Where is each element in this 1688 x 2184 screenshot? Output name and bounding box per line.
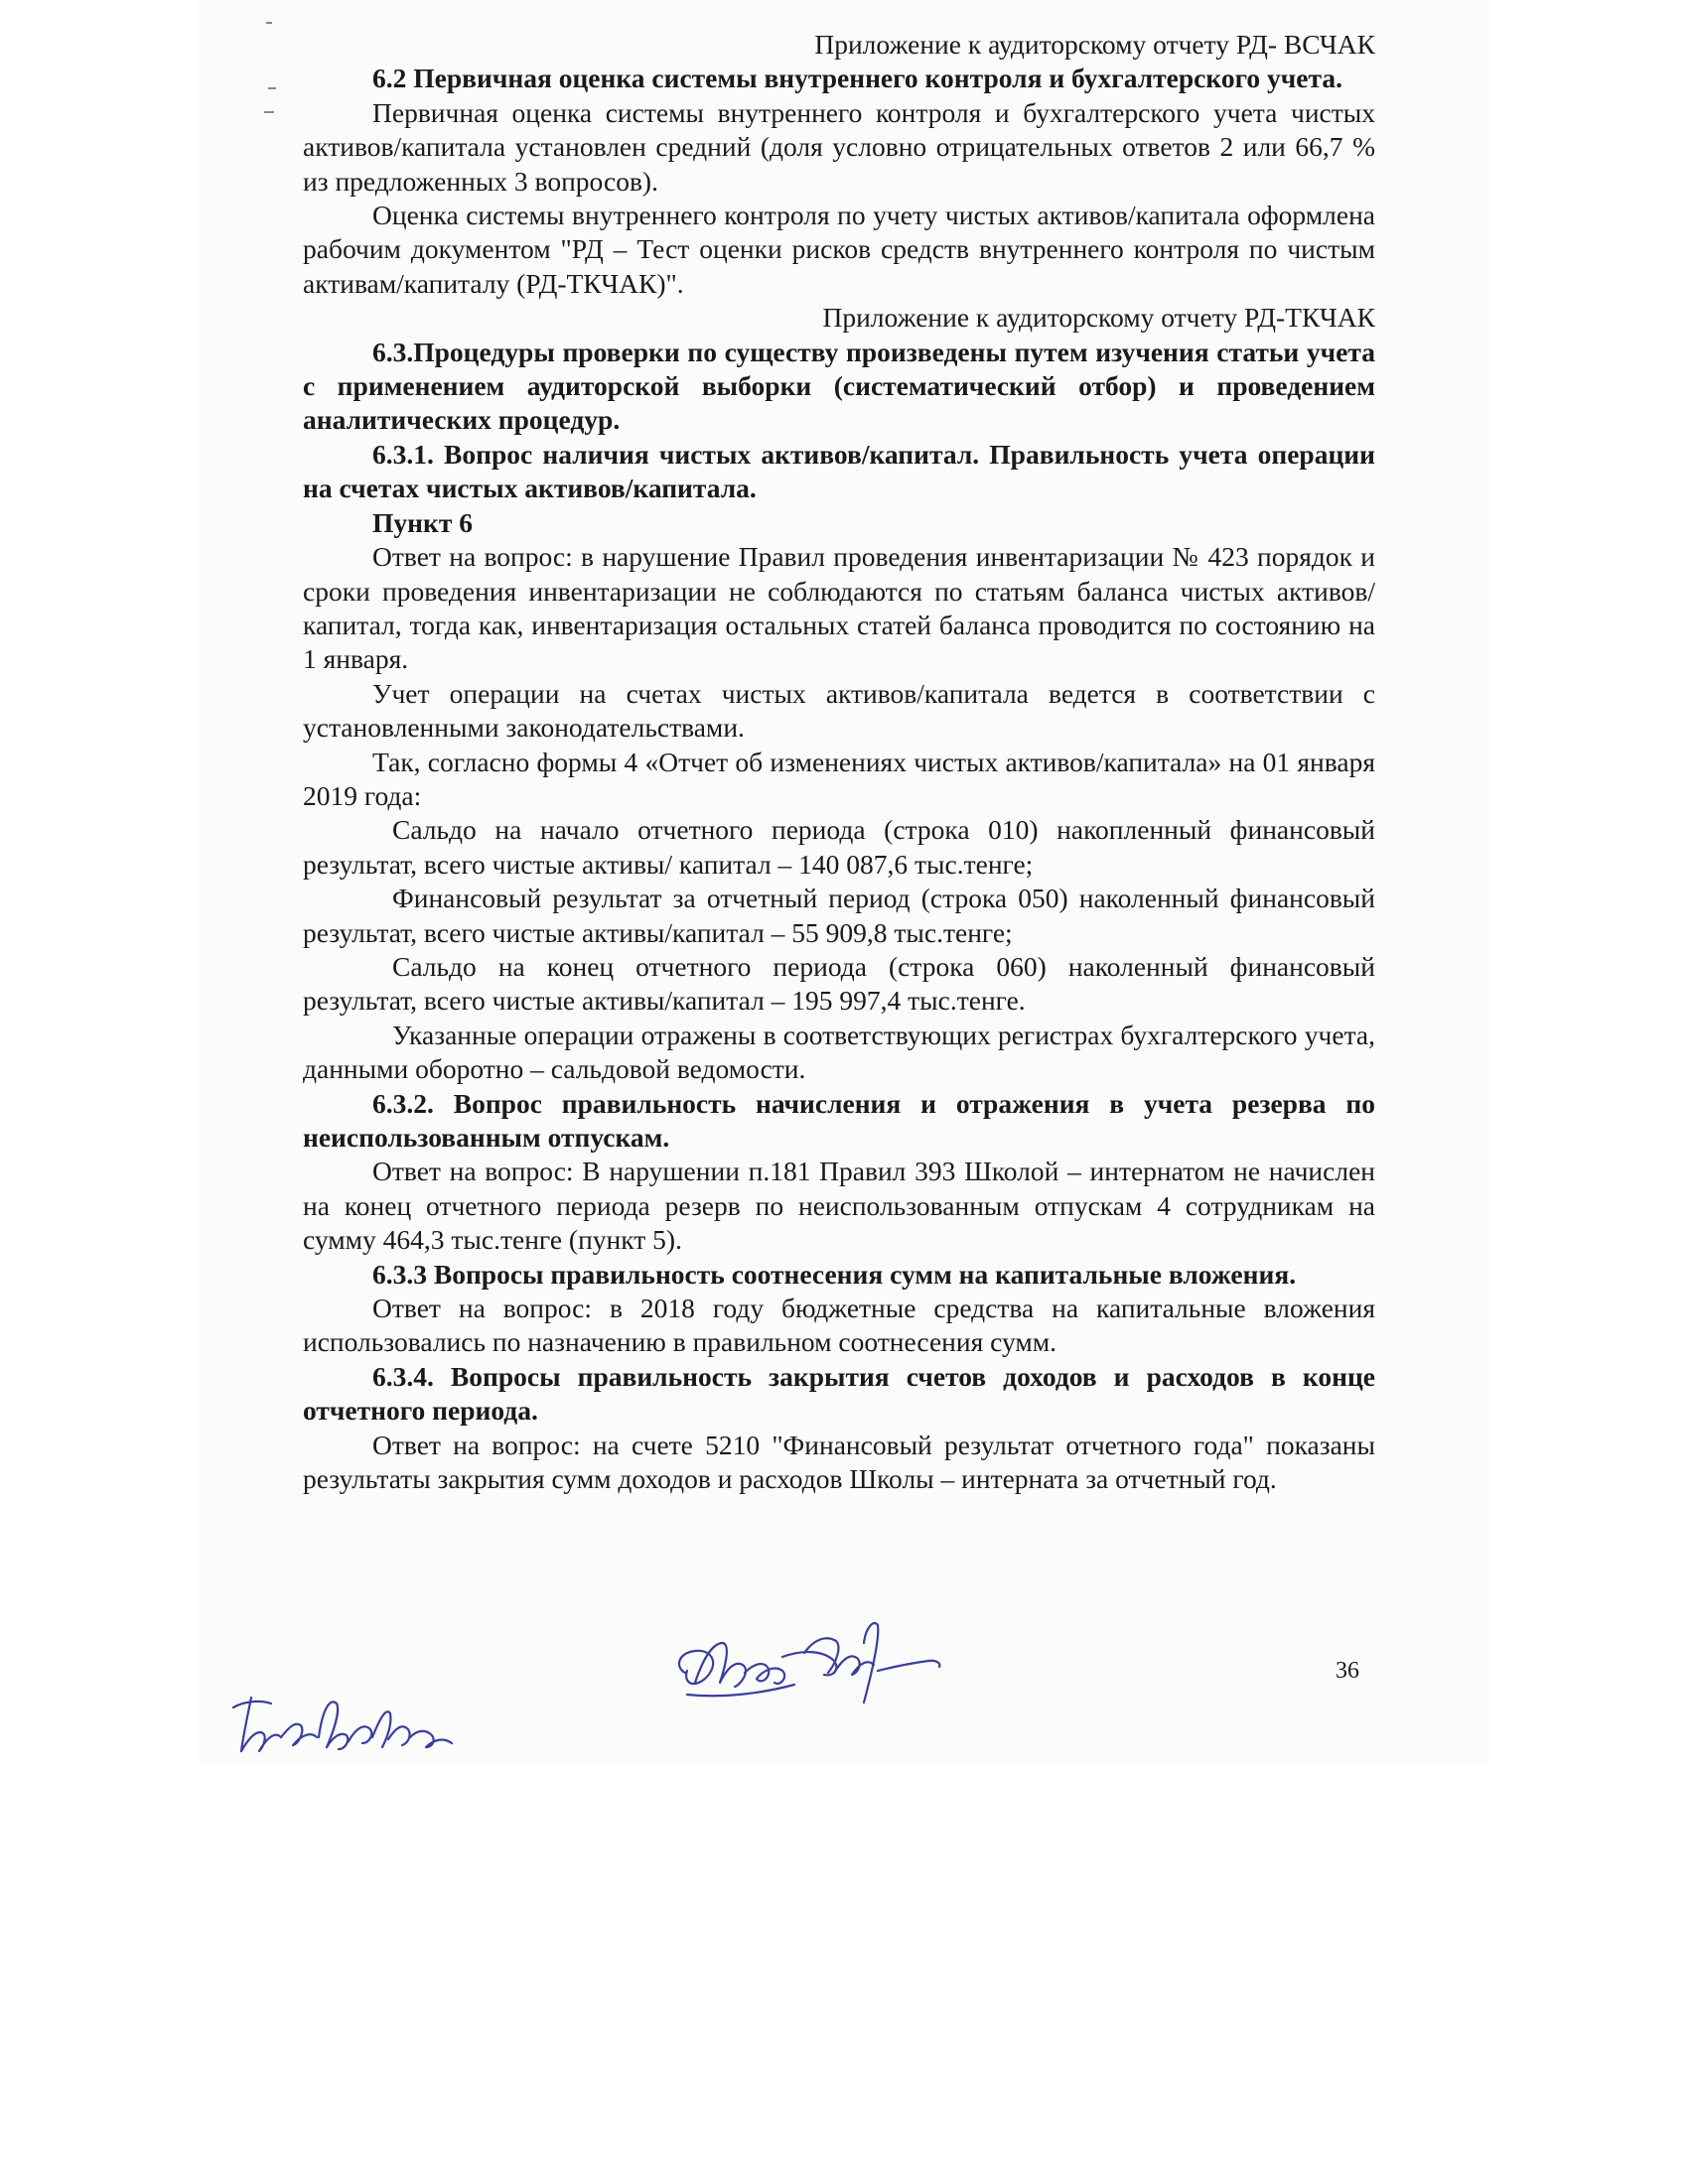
section-6-3-title: 6.3.Процедуры проверки по существу произведены путем изучения статьи учета с применением аудиторской выборки (систематический отбор) и проведением аналитических процедур. (303, 336, 1375, 436)
section-6-3-1-paragraph: Так, согласно формы 4 «Отчет об изменениях чистых активов/капитала» на 01 января 2019 года: (303, 746, 1375, 811)
section-6-3-1-paragraph: Сальдо на конец отчетного периода (строка 060) наколенный финансовый результат, всего чистые активы/капитал – 195 997,4 тыс.тенге. (303, 950, 1375, 1017)
section-6-2-paragraph: Оценка системы внутреннего контроля по учету чистых активов/капитала оформлена рабочим документом "РД – Тест оценки рисков средств внутреннего контроля по чистым активам/капиталу (РД-ТКЧАК)". (303, 200, 1375, 299)
section-6-3-1-paragraph: Ответ на вопрос: в нарушение Правил проведения инвентаризации № 423 порядок и сроки проведения инвентаризации не соблюдаются по статьям баланса чистых активов/капитал, тогда как, инвентаризация остальных статей баланса проводится по состоянию на 1 января. (303, 541, 1375, 675)
point-label: Пункт 6 (372, 506, 473, 538)
signature-center (665, 1613, 953, 1722)
section-6-3-3-paragraph: Ответ на вопрос: в 2018 году бюджетные средства на капитальные вложения использовались по назначению в правильном соотнесения сумм. (303, 1293, 1375, 1358)
signature-left (223, 1678, 462, 1767)
section-6-2-title: 6.2 Первичная оценка системы внутреннего контроля и бухгалтерского учета. (372, 63, 1342, 94)
appendix-header-tkchak: Приложение к аудиторскому отчету РД-ТКЧАК (822, 302, 1375, 334)
section-6-3-1-paragraph: Учет операции на счетах чистых активов/капитала ведется в соответствии с установленными законодательствами. (303, 677, 1375, 744)
scan-artifact (266, 22, 272, 24)
section-6-3-1-title: 6.3.1. Вопрос наличия чистых активов/капитал. Правильность учета операции на счетах чистых активов/капитала. (303, 438, 1375, 504)
section-6-3-4-paragraph: Ответ на вопрос: на счете 5210 "Финансовый результат отчетного года" показаны результаты закрытия сумм доходов и расходов Школы – интерната за отчетный год. (303, 1429, 1375, 1495)
section-6-3-1-paragraph: Финансовый результат за отчетный период (строка 050) наколенный финансовый результат, всего чистые активы/капитал – 55 909,8 тыс.тенге; (303, 883, 1375, 948)
section-6-3-1-paragraph: Указанные операции отражены в соответствующих регистрах бухгалтерского учета, данными оборотно – сальдовой ведомости. (303, 1019, 1375, 1085)
section-6-3-2-paragraph: Ответ на вопрос: В нарушении п.181 Правил 393 Школой – интернатом не начислен на конец отчетного периода резерв по неиспользованным отпускам 4 сотрудникам на сумму 464,3 тыс.тенге (пункт 5). (303, 1156, 1375, 1256)
scan-artifact (264, 111, 274, 113)
section-6-3-2-title: 6.3.2. Вопрос правильность начисления и отражения в учета резерва по неиспользованным отпускам. (303, 1087, 1375, 1153)
section-6-3-3-title: 6.3.3 Вопросы правильность соотнесения сумм на капитальные вложения. (372, 1258, 1297, 1290)
section-6-3-4-title: 6.3.4. Вопросы правильность закрытия счетов доходов и расходов в конце отчетного периода. (303, 1360, 1375, 1427)
section-6-2-paragraph: Первичная оценка системы внутреннего контроля и бухгалтерского учета чистых активов/капитала установлен средний (доля условно отрицательных ответов 2 или 66,7 % из предложенных 3 вопросов). (303, 96, 1375, 197)
section-6-3-1-paragraph: Сальдо на начало отчетного периода (строка 010) накопленный финансовый результат, всего чистые активы/ капитал – 140 087,6 тыс.тенге; (303, 814, 1375, 880)
scan-artifact (268, 87, 276, 89)
page-number: 36 (1336, 1658, 1359, 1684)
appendix-header-vschak: Приложение к аудиторскому отчету РД- ВСЧАК (814, 29, 1375, 60)
document-body (303, 28, 1375, 1496)
